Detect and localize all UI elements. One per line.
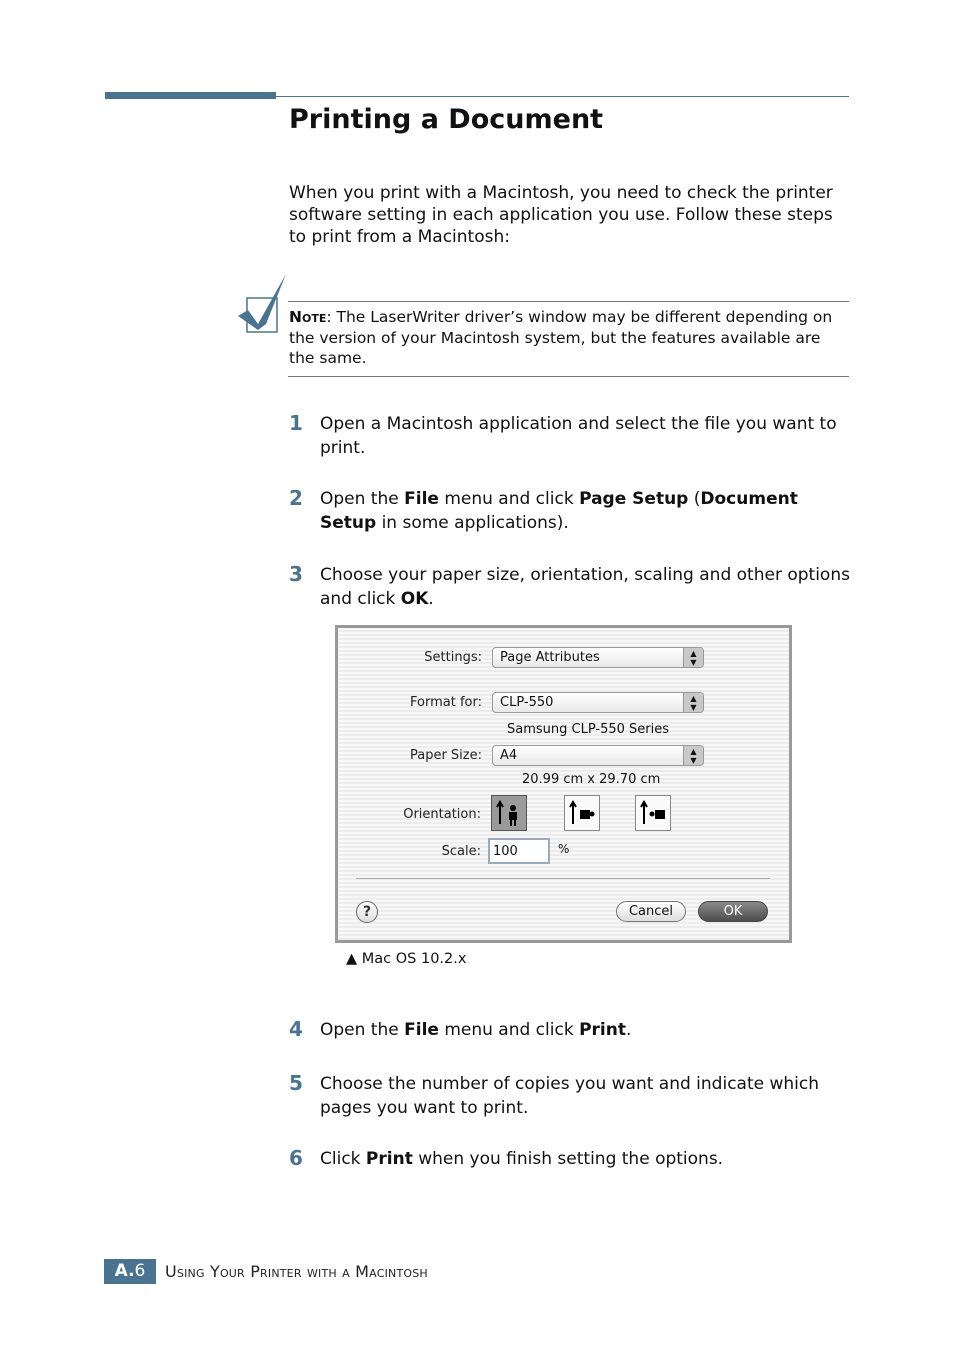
note-top-rule <box>288 301 849 302</box>
step-text-part: when you finish setting the options. <box>412 1149 724 1169</box>
step-text-part: Open a Macintosh application and select the file you want to print. <box>320 414 837 458</box>
footer-chapter-title: Using Your Printer with a Macintosh <box>165 1262 428 1281</box>
step-number: 5 <box>289 1071 303 1095</box>
step-text <box>320 1147 850 1171</box>
page-title: Printing a Document <box>289 104 604 135</box>
orientation-label: Orientation: <box>403 807 481 822</box>
format-popup[interactable] <box>492 692 704 713</box>
dialog-separator <box>356 878 770 879</box>
note-bottom-rule <box>288 376 849 377</box>
step-text <box>320 1072 850 1120</box>
step-text-part: menu and click <box>438 489 580 509</box>
step-text-part: Click <box>320 1149 366 1169</box>
step-number: 1 <box>289 411 303 435</box>
format-label: Format for: <box>410 695 482 710</box>
step-text-part: in some applications). <box>376 513 569 533</box>
landscape-icon <box>567 798 597 828</box>
step-number: 2 <box>289 486 303 510</box>
paper-size-popup[interactable] <box>492 745 704 766</box>
settings-popup[interactable] <box>492 647 704 668</box>
footer-page-badge <box>104 1259 156 1284</box>
footer-section: A. <box>114 1261 135 1281</box>
step-number: 4 <box>289 1017 303 1041</box>
orientation-portrait-button[interactable] <box>491 795 527 831</box>
step-text-part: Open the <box>320 1020 405 1040</box>
header-rule-thick <box>105 92 276 99</box>
step-text-part: Choose the number of copies you want and indicate which pages you want to print. <box>320 1074 820 1118</box>
footer-page-number: 6 <box>134 1261 146 1281</box>
step-bold-term: File <box>404 1020 439 1040</box>
reverse-landscape-icon <box>638 798 668 828</box>
step-bold-term: Page Setup <box>579 489 689 509</box>
format-popup-value: CLP-550 <box>500 695 554 710</box>
step-bold-term: Document Setup <box>320 489 798 533</box>
paper-size-description: 20.99 cm x 29.70 cm <box>522 772 661 787</box>
popup-arrows-icon: ▲ ▼ <box>683 693 703 712</box>
settings-popup-value: Page Attributes <box>500 650 600 665</box>
step-text-part: Choose your paper size, orientation, scaling and other options and click <box>320 565 850 609</box>
paper-size-popup-value: A4 <box>500 748 518 763</box>
step-text-part: . <box>428 589 434 609</box>
checkmark-note-icon <box>236 272 288 336</box>
figure-caption: ▲ Mac OS 10.2.x <box>346 951 467 967</box>
ok-button[interactable]: OK <box>698 901 768 922</box>
step-text-part: menu and click <box>438 1020 580 1040</box>
note-text <box>289 307 849 369</box>
note-body: : The LaserWriter driver’s window may be different depending on the version of your Macintosh system, but the features available are the same. <box>289 308 833 367</box>
step-number: 3 <box>289 562 303 586</box>
step-text-part: . <box>625 1020 632 1040</box>
note-label: Note <box>289 308 327 326</box>
step-text <box>320 563 850 611</box>
step-bold-term: Print <box>579 1020 626 1040</box>
header-rule-thin <box>276 96 849 97</box>
step-text <box>320 1018 850 1042</box>
step-text <box>320 412 850 460</box>
paper-size-label: Paper Size: <box>409 748 482 763</box>
format-description: Samsung CLP-550 Series <box>507 722 670 737</box>
scale-input[interactable]: 100 <box>488 838 550 864</box>
portrait-icon <box>494 798 524 828</box>
step-text-part: Open the <box>320 489 405 509</box>
popup-arrows-icon: ▲ ▼ <box>683 648 703 667</box>
intro-paragraph: When you print with a Macintosh, you need to check the printer software setting in each application you use. Follow these steps to print from a Macintosh: <box>289 183 833 247</box>
step-text <box>320 487 850 535</box>
scale-unit: % <box>558 842 570 856</box>
step-number: 6 <box>289 1146 303 1170</box>
settings-label: Settings: <box>424 650 482 665</box>
help-button[interactable]: ? <box>356 901 378 923</box>
cancel-button[interactable]: Cancel <box>616 901 686 922</box>
step-text-part: ( <box>688 489 701 509</box>
orientation-landscape-button[interactable] <box>564 795 600 831</box>
step-bold-term: Print <box>365 1149 413 1169</box>
step-bold-term: OK <box>400 589 429 609</box>
popup-arrows-icon: ▲ ▼ <box>683 746 703 765</box>
orientation-reverse-landscape-button[interactable] <box>635 795 671 831</box>
scale-label: Scale: <box>441 844 481 859</box>
step-bold-term: File <box>404 489 439 509</box>
